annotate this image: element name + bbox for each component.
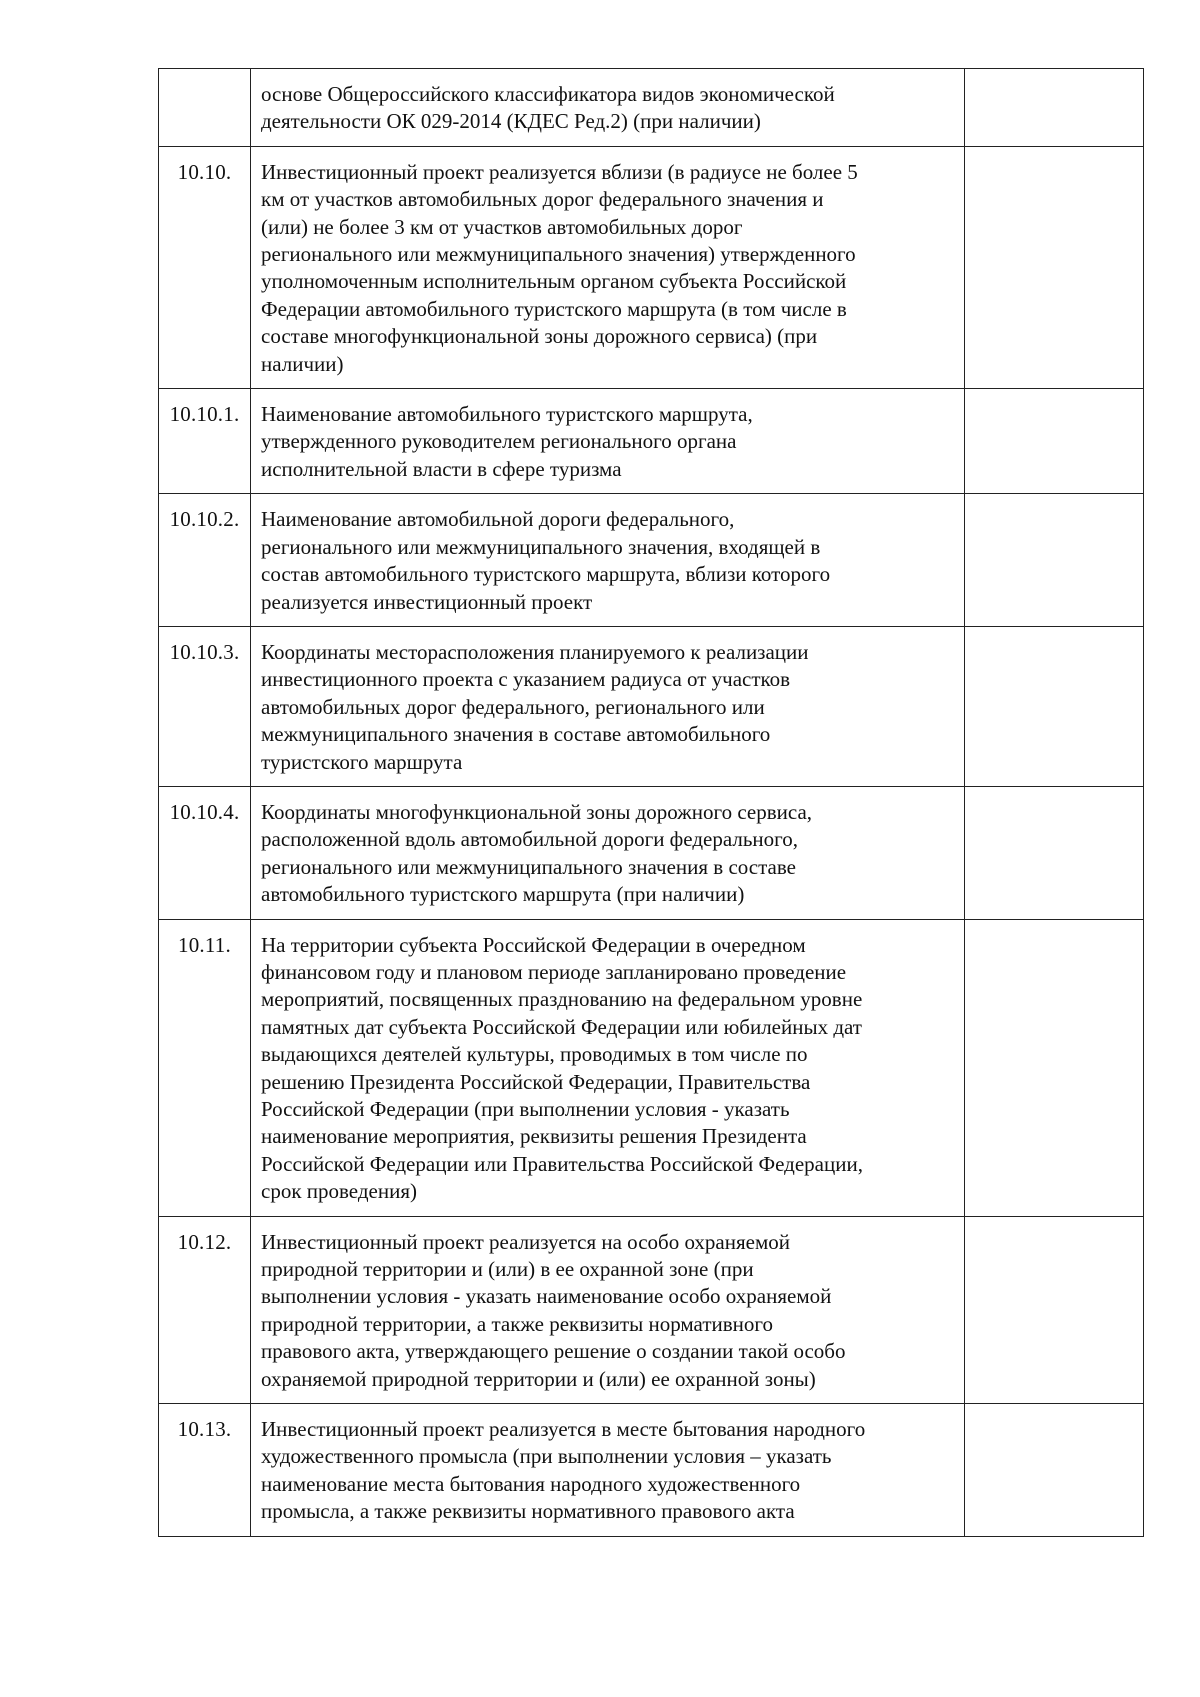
item-value-cell xyxy=(965,147,1143,388)
item-number: 10.10.1. xyxy=(159,389,251,493)
table-row xyxy=(158,1216,1144,1403)
item-number: 10.10.2. xyxy=(159,494,251,626)
table-row xyxy=(158,1403,1144,1537)
item-text: Инвестиционный проект реализуется на особо охраняемой природной территории и (или) в ее охранной зоне (при выполнении условия - указать наименование особо охраняемой природной территории, а также реквизиты нормативного правового акта, утверждающего решение о создании такой особо охраняемой природной территории и (или) ее охранной зоны) xyxy=(251,1217,965,1403)
table-row xyxy=(158,493,1144,626)
item-value-cell xyxy=(965,1404,1143,1536)
item-value-cell xyxy=(965,389,1143,493)
item-text: Наименование автомобильного туристского маршрута, утвержденного руководителем регионального органа исполнительной власти в сфере туризма xyxy=(251,389,965,493)
item-text: На территории субъекта Российской Федерации в очередном финансовом году и плановом периоде запланировано проведение мероприятий, посвященных празднованию на федеральном уровне памятных дат субъекта Российской Федерации или юбилейных дат выдающихся деятелей культуры, проводимых в том числе по решению Президента Российской Федерации, Правительства Российской Федерации (при выполнении условия - указать наименование мероприятия, реквизиты решения Президента Российской Федерации или Правительства Российской Федерации, срок проведения) xyxy=(251,920,965,1216)
table-row xyxy=(158,626,1144,786)
item-value-cell xyxy=(965,920,1143,1216)
table-row xyxy=(158,68,1144,146)
item-value-cell xyxy=(965,627,1143,786)
item-value-cell xyxy=(965,787,1143,919)
item-number: 10.10.4. xyxy=(159,787,251,919)
item-text: основе Общероссийского классификатора видов экономической деятельности ОК 029-2014 (КДЕС Ред.2) (при наличии) xyxy=(251,69,965,146)
item-number: 10.13. xyxy=(159,1404,251,1536)
item-number: 10.10.3. xyxy=(159,627,251,786)
item-text: Наименование автомобильной дороги федерального, регионального или межмуниципального значения, входящей в состав автомобильного туристского маршрута, вблизи которого реализуется инвестиционный проект xyxy=(251,494,965,626)
item-text: Инвестиционный проект реализуется вблизи (в радиусе не более 5 км от участков автомобильных дорог федерального значения и (или) не более 3 км от участков автомобильных дорог регионального или межмуниципального значения) утвержденного уполномоченным исполнительным органом субъекта Российской Федерации автомобильного туристского маршрута (в том числе в составе многофункциональной зоны дорожного сервиса) (при наличии) xyxy=(251,147,965,388)
table-row xyxy=(158,786,1144,919)
item-number: 10.10. xyxy=(159,147,251,388)
item-value-cell xyxy=(965,69,1143,146)
item-text: Координаты многофункциональной зоны дорожного сервиса, расположенной вдоль автомобильной дороги федерального, регионального или межмуниципального значения в составе автомобильного туристского маршрута (при наличии) xyxy=(251,787,965,919)
item-text: Инвестиционный проект реализуется в месте бытования народного художественного промысла (при выполнении условия – указать наименование места бытования народного художественного промысла, а также реквизиты нормативного правового акта xyxy=(251,1404,965,1536)
criteria-table xyxy=(158,68,1144,1537)
item-number: 10.12. xyxy=(159,1217,251,1403)
item-number: 10.11. xyxy=(159,920,251,1216)
item-text: Координаты месторасположения планируемого к реализации инвестиционного проекта с указанием радиуса от участков автомобильных дорог федерального, регионального или межмуниципального значения в составе автомобильного туристского маршрута xyxy=(251,627,965,786)
item-value-cell xyxy=(965,494,1143,626)
table-row xyxy=(158,919,1144,1216)
table-row xyxy=(158,146,1144,388)
table-row xyxy=(158,388,1144,493)
item-value-cell xyxy=(965,1217,1143,1403)
item-number xyxy=(159,69,251,146)
